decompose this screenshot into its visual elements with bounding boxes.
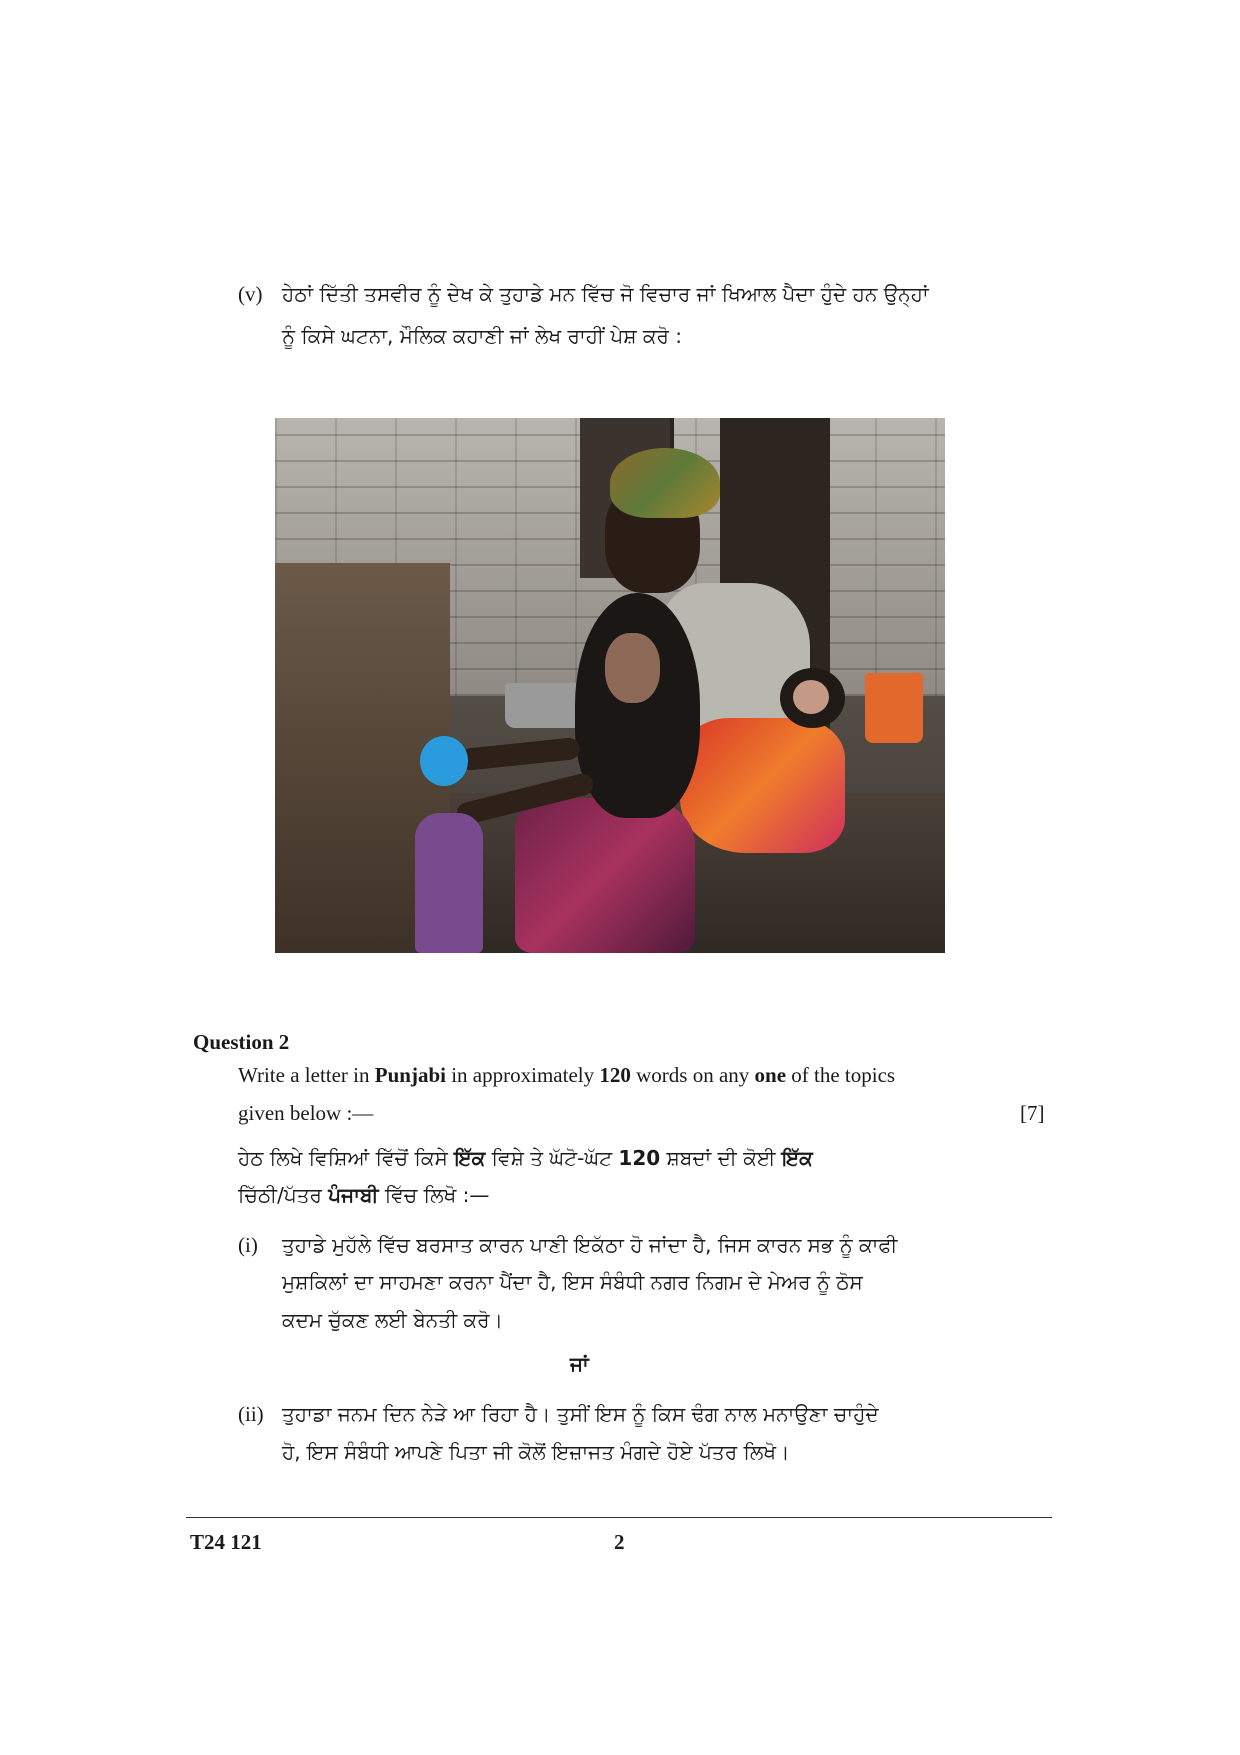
photo-arm-upper [459, 737, 581, 771]
option-ii-line-1: ਤੁਹਾਡਾ ਜਨਮ ਦਿਨ ਨੇੜੇ ਆ ਰਿਹਾ ਹੈ। ਤੁਸੀਂ ਇਸ ਨੂੰ ਕਿਸ ਢੰਗ ਨਾਲ ਮਨਾਉਣਾ ਚਾਹੁੰਦੇ [282, 1402, 879, 1426]
text-segment: ਵਿਸ਼ੇ ਤੇ ਘੱਟੋ-ਘੱਟ [485, 1146, 619, 1170]
photo-purple-bottle [415, 813, 483, 953]
question-2-heading: Question 2 [193, 1030, 290, 1054]
option-ii-number: (ii) [238, 1402, 264, 1426]
text-segment: ਚਿੱਠੀ/ਪੱਤਰ [238, 1183, 329, 1207]
photo-baby-chimp-face [793, 680, 829, 714]
text-segment: ਸ਼ਬਦਾਂ ਦੀ ਕੋਈ [660, 1146, 782, 1170]
photo-young-chimp-face [605, 633, 660, 703]
photo-orange-bucket [865, 673, 923, 743]
bold-one: one [754, 1063, 787, 1087]
option-ii-line-2: ਹੋ, ਇਸ ਸੰਬੰਧੀ ਆਪਣੇ ਪਿਤਾ ਜੀ ਕੋਲੋਂ ਇਜ਼ਾਜਤ ਮੰਗਦੇ ਹੋਏ ਪੱਤਰ ਲਿਖੋ। [282, 1440, 790, 1464]
text-segment: ਹੇਠ ਲਿਖੇ ਵਿਸ਼ਿਆਂ ਵਿੱਚੋਂ ਕਿਸੇ [238, 1146, 455, 1170]
item-v-text-line-1: ਹੇਠਾਂ ਦਿੱਤੀ ਤਸਵੀਰ ਨੂੰ ਦੇਖ ਕੇ ਤੁਹਾਡੇ ਮਨ ਵਿੱਚ ਜੋ ਵਿਚਾਰ ਜਾਂ ਖਿਆਲ ਪੈਦਾ ਹੁੰਦੇ ਹਨ ਉਨ੍ਹਾਂ [282, 282, 929, 306]
question-2-marks: [7] [1020, 1101, 1045, 1125]
option-i-line-2: ਮੁਸ਼ਕਿਲਾਂ ਦਾ ਸਾਹਮਣਾ ਕਰਨਾ ਪੈਂਦਾ ਹੈ, ਇਸ ਸੰਬੰਧੀ ਨਗਰ ਨਿਗਮ ਦੇ ਮੇਅਰ ਨੂੰ ਠੋਸ [282, 1270, 863, 1294]
bold-ikk: ਇੱਕ [781, 1146, 813, 1170]
photo-headwrap [610, 448, 720, 518]
bold-punjabi: ਪੰਜਾਬੀ [328, 1183, 379, 1207]
bold-word-count: 120 [599, 1063, 631, 1087]
question-2-punjabi-line-2 [238, 1183, 489, 1207]
text-segment: Write a letter in [238, 1063, 375, 1087]
photo-purple-cloth [515, 798, 695, 953]
text-segment: in approximately [445, 1063, 600, 1087]
photo-blue-cup [420, 736, 468, 786]
text-segment: ਵਿੱਚ ਲਿਖੋ :— [378, 1183, 490, 1207]
photo-cooking-pot [505, 683, 585, 728]
photo-carrier-cloth [680, 718, 845, 853]
or-separator: ਜਾਂ [570, 1352, 589, 1376]
page-number: 2 [614, 1530, 625, 1554]
bold-ikk: ਇੱਕ [454, 1146, 486, 1170]
option-i-line-3: ਕਦਮ ਚੁੱਕਣ ਲਈ ਬੇਨਤੀ ਕਰੋ। [282, 1308, 504, 1332]
item-v-number: (v) [238, 282, 263, 306]
photo-young-chimp [575, 593, 700, 818]
question-2-english-line-2: given below :— [238, 1101, 374, 1125]
option-i-number: (i) [238, 1233, 258, 1257]
bold-language: Punjabi [374, 1063, 446, 1087]
option-i-line-1: ਤੁਹਾਡੇ ਮੁਹੱਲੇ ਵਿੱਚ ਬਰਸਾਤ ਕਾਰਨ ਪਾਣੀ ਇਕੱਠਾ ਹੋ ਜਾਂਦਾ ਹੈ, ਜਿਸ ਕਾਰਨ ਸਭ ਨੂੰ ਕਾਫੀ [282, 1233, 898, 1257]
text-segment: of the topics [786, 1063, 896, 1087]
text-segment: words on any [630, 1063, 755, 1087]
question-2-punjabi-line-1 [238, 1146, 813, 1170]
footer-divider [186, 1517, 1052, 1518]
item-v-text-line-2: ਨੂੰ ਕਿਸੇ ਘਟਨਾ, ਮੌਲਿਕ ਕਹਾਣੀ ਜਾਂ ਲੇਖ ਰਾਹੀਂ ਪੇਸ਼ ਕਰੋ : [282, 324, 683, 348]
bold-word-count: 120 [618, 1146, 661, 1170]
question-2-english-line-1 [238, 1063, 895, 1088]
paper-code: T24 121 [190, 1530, 262, 1554]
photograph-woman-with-chimpanzees [275, 418, 945, 953]
